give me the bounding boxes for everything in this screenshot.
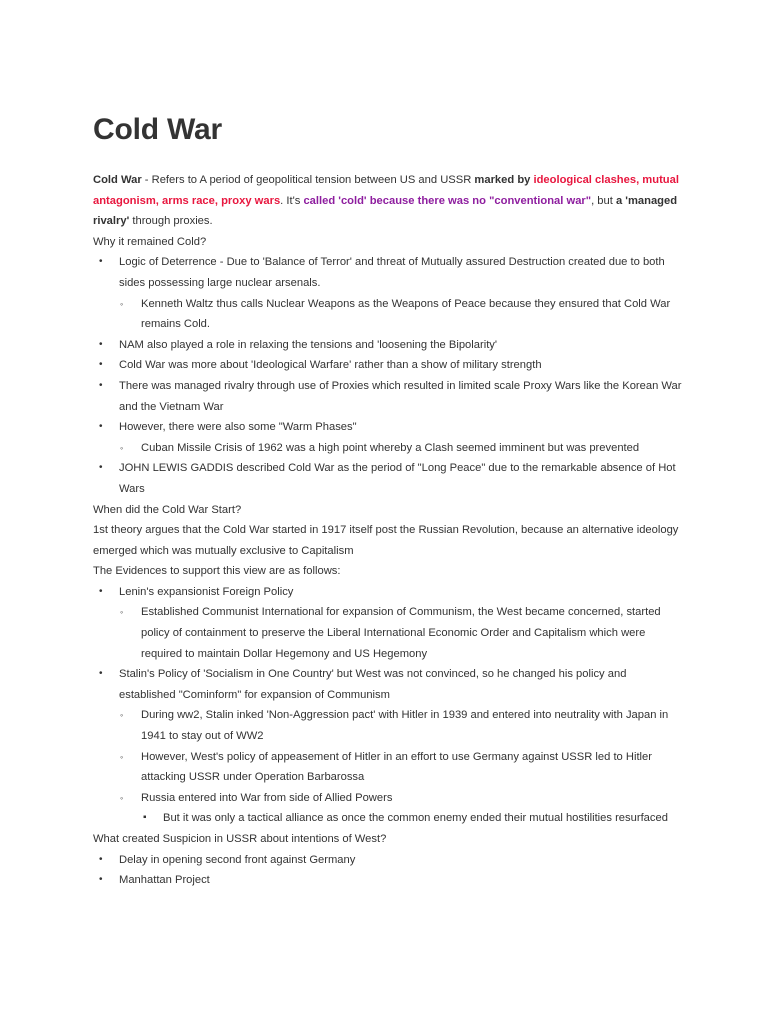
intro-term: Cold War (93, 174, 142, 186)
list-item (93, 747, 683, 788)
list-item (93, 294, 683, 335)
list-item (93, 438, 683, 459)
bullet-icon: • (99, 668, 103, 680)
list-why-cold (93, 252, 683, 499)
list-item-text: Russia entered into War from side of Allied Powers (141, 791, 393, 804)
list-item-text: During ww2, Stalin inked 'Non-Aggression pact' with Hitler in 1939 and entered into neutrality with Japan in 1941 to stay out of WW2 (141, 709, 669, 743)
list-item-text: Stalin's Policy of 'Socialism in One Country' but West was not convinced, so he changed his policy and established "Cominform" for expansion of Communism (119, 668, 627, 701)
list-item (93, 664, 683, 705)
question-when-start: When did the Cold War Start? (93, 503, 242, 516)
list-item (93, 602, 683, 664)
intro-marked: marked by (474, 174, 534, 186)
list-item-text: However, West's policy of appeasement of Hitler in an effort to use Germany against USSR led to Hitler attacking USSR under Operation Barbarossa (141, 750, 652, 784)
list-item-text: Manhattan Project (119, 874, 210, 887)
list-item (93, 252, 683, 293)
question-why-cold: Why it remained Cold? (93, 235, 207, 248)
bullet-icon: • (99, 853, 103, 865)
list-item (93, 582, 683, 603)
intro-text-2: . It's (280, 194, 304, 207)
bullet-icon: • (99, 379, 103, 391)
list-item-text: Cold War was more about 'Ideological Warfare' rather than a show of military strength (119, 359, 542, 372)
paragraph-first-theory: 1st theory argues that the Cold War started in 1917 itself post the Russian Revolution, because an alternative ideology emerged which was mutually exclusive to Capitalism (93, 524, 679, 557)
list-item-text: NAM also played a role in relaxing the tensions and 'loosening the Bipolarity' (119, 338, 498, 351)
bullet-icon: • (99, 585, 103, 597)
list-evidences (93, 582, 683, 829)
list-item (93, 376, 683, 417)
list-item (93, 788, 683, 809)
hollow-bullet-icon: ◦ (120, 792, 124, 803)
paragraph-evidences: The Evidences to support this view are as follows: (93, 565, 341, 578)
bullet-icon: • (99, 874, 103, 886)
list-item-text: Logic of Deterrence - Due to 'Balance of Terror' and threat of Mutually assured Destruction created due to both sides possessing large nuclear arsenals. (119, 256, 665, 289)
intro-text-4: through proxies. (129, 215, 213, 228)
question-suspicion: What created Suspicion in USSR about intentions of West? (93, 833, 387, 845)
intro-paragraph (93, 170, 683, 232)
hollow-bullet-icon: ◦ (120, 710, 124, 721)
list-item-text: However, there were also some "Warm Phases" (119, 421, 357, 434)
intro-highlight-purple: called 'cold' because there was no "conventional war" (303, 194, 592, 207)
document-page (93, 108, 683, 891)
bullet-icon: • (99, 359, 103, 371)
bullet-icon: • (99, 462, 103, 474)
list-suspicion (93, 850, 683, 891)
list-item (93, 355, 683, 376)
bullet-icon: • (99, 256, 103, 268)
page-title: Cold War (93, 113, 222, 146)
hollow-bullet-icon: ◦ (120, 442, 124, 453)
bullet-icon: • (99, 338, 103, 350)
square-bullet-icon: ▪ (143, 812, 147, 824)
hollow-bullet-icon: ◦ (120, 607, 124, 618)
hollow-bullet-icon: ◦ (120, 751, 124, 762)
list-item (93, 417, 683, 438)
list-item-text: Kenneth Waltz thus calls Nuclear Weapons as the Weapons of Peace because they ensured that Cold War remains Cold. (141, 297, 671, 331)
list-item (93, 705, 683, 746)
list-item (93, 335, 683, 356)
bullet-icon: • (99, 421, 103, 433)
intro-text-1: - Refers to A period of geopolitical tension between US and USSR (141, 174, 475, 186)
hollow-bullet-icon: ◦ (120, 298, 124, 309)
intro-bold-rivalry: a 'managed rivalry' (93, 194, 678, 228)
list-item (93, 458, 683, 499)
list-item (93, 808, 683, 829)
list-item-text: Lenin's expansionist Foreign Policy (119, 585, 294, 598)
list-item-text: JOHN LEWIS GADDIS described Cold War as the period of "Long Peace" due to the remarkable absence of Hot Wars (119, 462, 676, 495)
list-item-text: Cuban Missile Crisis of 1962 was a high point whereby a Clash seemed imminent but was prevented (141, 441, 640, 454)
list-item-text: Delay in opening second front against Germany (119, 853, 356, 866)
list-item (93, 850, 683, 871)
list-item (93, 870, 683, 891)
intro-highlight-red: ideological clashes, mutual antagonism, arms race, proxy wars (93, 174, 679, 207)
list-item-text: There was managed rivalry through use of Proxies which resulted in limited scale Proxy Wars like the Korean War and the Vietnam War (119, 379, 682, 413)
intro-text-3: , but (591, 194, 616, 207)
list-item-text: But it was only a tactical alliance as once the common enemy ended their mutual hostilities resurfaced (163, 812, 668, 825)
list-item-text: Established Communist International for expansion of Communism, the West became concerned, started policy of containment to preserve the Liberal International Economic Order and Capitalism which were required to maintain Dollar Hegemony and US Hegemony (141, 606, 661, 660)
document-body (93, 170, 683, 891)
